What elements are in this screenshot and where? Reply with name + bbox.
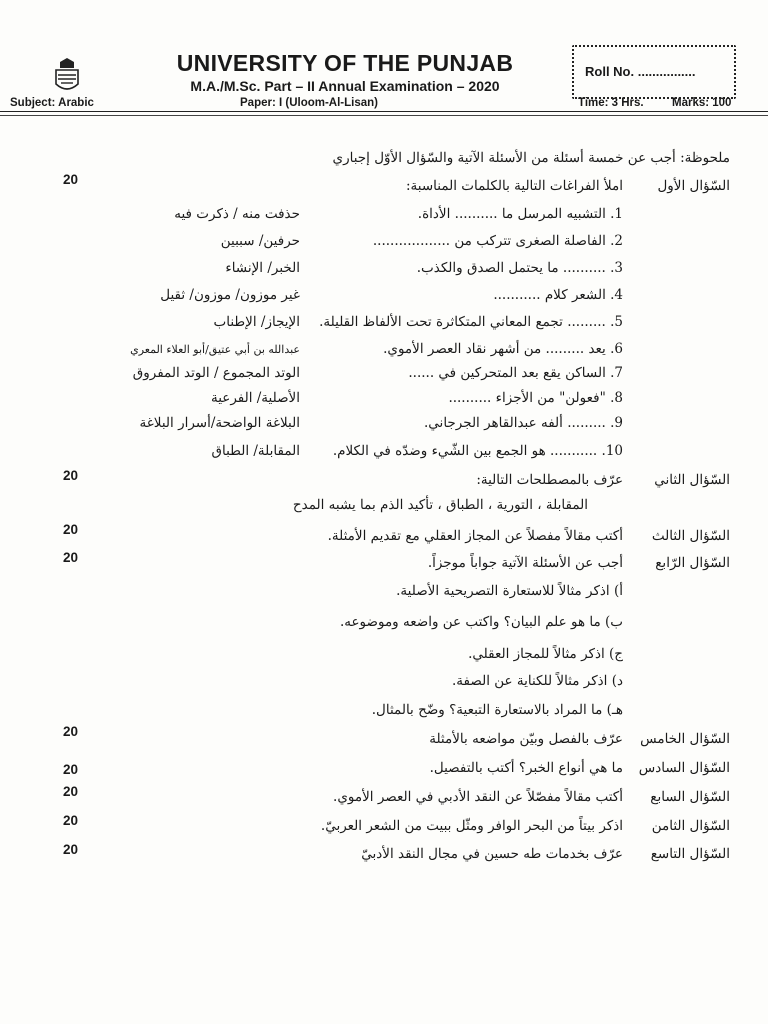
q1-marks: 20	[63, 172, 79, 187]
q5-label: السّؤال الخامس	[640, 731, 730, 747]
q4-part: ج) اذكر مثالاً للمجاز العقلي.	[468, 646, 623, 662]
q3-label: السّؤال الثالث	[651, 528, 730, 544]
q1-item: 7. الساكن يقع بعد المتحركين في ......	[408, 365, 623, 381]
q1-answer-options: غير موزون/ موزون/ ثقيل	[160, 287, 300, 303]
q1-item: 4. الشعر كلام ...........	[493, 287, 623, 303]
q4-marks: 20	[63, 550, 79, 565]
time-label: Time: 3 Hrs.	[578, 97, 644, 109]
roll-number-field: Roll No. ................	[585, 64, 696, 79]
q9-marks: 20	[63, 842, 79, 857]
q1-item: 5. ......... تجمع المعاني المتكاثرة تحت الألفاظ القليلة.	[319, 314, 623, 330]
q1-answer-options: المقابلة/ الطباق	[211, 443, 300, 459]
q2-label: السّؤال الثاني	[654, 472, 730, 488]
q4-part: هـ) ما المراد بالاستعارة التبعية؟ وضّح بالمثال.	[371, 702, 623, 718]
q1-item: 8. "فعولن" من الأجزاء ..........	[448, 390, 623, 406]
q7-text: أكتب مقالاً مفصّلاً عن النقد الأدبي في العصر الأموي.	[333, 789, 623, 805]
q9-label: السّؤال التاسع	[650, 846, 730, 862]
q1-answer-options: البلاغة الواضحة/أسرار البلاغة	[139, 415, 300, 431]
q1-item: 2. الفاصلة الصغرى تتركب من ..................	[372, 233, 623, 249]
q8-text: اذكر بيتاً من البحر الوافر ومثّل ببيت من الشعر العربيّ.	[320, 818, 623, 834]
q6-text: ما هي أنواع الخبر؟ أكتب بالتفصيل.	[429, 760, 623, 776]
q7-marks: 20	[63, 784, 79, 799]
q7-label: السّؤال السابع	[650, 789, 730, 805]
q6-label: السّؤال السادس	[638, 760, 730, 776]
q1-item: 9. ......... ألفه عبدالقاهر الجرجاني.	[424, 415, 623, 431]
q1-answer-options: حذفت منه / ذكرت فيه	[174, 206, 300, 222]
q1-item: 3. .......... ما يحتمل الصدق والكذب.	[416, 260, 623, 276]
q1-answer-options: حرفين/ سببين	[220, 233, 300, 249]
q4-part: أ) اذكر مثالاً للاستعارة التصريحية الأصلية.	[396, 583, 623, 599]
q9-text: عرّف بخدمات طه حسين في مجال النقد الأدبيّ	[361, 846, 623, 862]
q1-answer-options: الوتد المجموع / الوتد المفروق	[132, 365, 300, 381]
q3-text: أكتب مقالاً مفصلاً عن المجاز العقلي مع تقديم الأمثلة.	[327, 528, 623, 544]
instructions-note: ملحوظة: أجب عن خمسة أسئلة من الأسئلة الآتية والسّؤال الأوّل إجباري	[332, 150, 730, 166]
q5-text: عرّف بالفصل وبيّن مواضعه بالأمثلة	[429, 731, 623, 747]
q2-terms: المقابلة ، التورية ، الطباق ، تأكيد الذم بما يشبه المدح	[292, 497, 588, 513]
q4-part: د) اذكر مثالاً للكناية عن الصفة.	[452, 673, 623, 689]
q8-marks: 20	[63, 813, 79, 828]
header-divider-thin	[0, 115, 768, 116]
q1-answer-options: الخبر/ الإنشاء	[225, 260, 300, 276]
q8-label: السّؤال الثامن	[651, 818, 730, 834]
q1-answer-options: الأصلية/ الفرعية	[210, 390, 300, 406]
exam-subtitle: M.A./M.Sc. Part – II Annual Examination – 2020	[190, 78, 500, 94]
q3-marks: 20	[63, 522, 79, 537]
header-divider	[0, 111, 768, 112]
subject-label: Subject: Arabic	[10, 97, 94, 109]
q2-marks: 20	[63, 468, 79, 483]
marks-label: Marks: 100	[672, 97, 732, 109]
q1-item: 1. التشبيه المرسل ما .......... الأداة.	[417, 206, 623, 222]
q4-part: ب) ما هو علم البيان؟ واكتب عن واضعه وموضوعه.	[339, 614, 623, 630]
q4-label: السّؤال الرّابع	[655, 555, 730, 571]
q2-text: عرّف بالمصطلحات التالية:	[476, 472, 623, 488]
q5-marks: 20	[63, 724, 79, 739]
q6-marks: 20	[63, 762, 79, 777]
university-crest-icon	[52, 56, 82, 96]
q1-label: السّؤال الأول	[657, 178, 730, 194]
q1-item: 6. يعد ......... من أشهر نقاد العصر الأموي.	[383, 341, 623, 357]
q4-text: أجب عن الأسئلة الآتية جواباً موجزاً.	[427, 555, 623, 571]
q1-text: املأ الفراغات التالية بالكلمات المناسبة:	[405, 178, 623, 194]
university-title: UNIVERSITY OF THE PUNJAB	[176, 50, 514, 76]
q1-answer-options: عبدالله بن أبي عتيق/أبو العلاء المعري	[130, 343, 300, 356]
q1-item: 10. ........... هو الجمع بين الشّيء وضدّه في الكلام.	[332, 443, 623, 459]
q1-answer-options: الإيجاز/ الإطناب	[213, 314, 300, 330]
paper-label: Paper: I (Uloom-Al-Lisan)	[240, 97, 379, 109]
